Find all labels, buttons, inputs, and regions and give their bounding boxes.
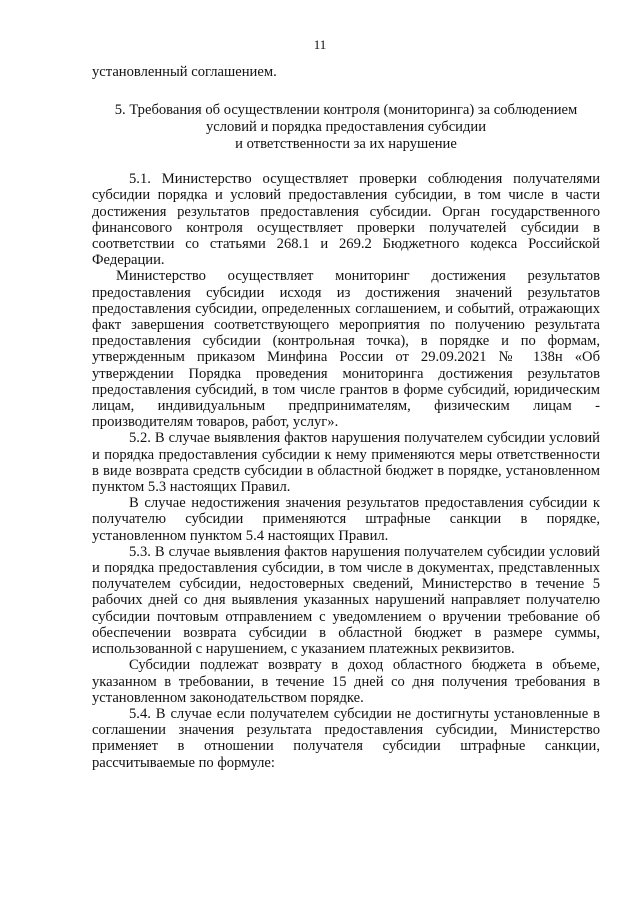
paragraph-monitoring: Министерство осуществляет мониторинг достижения результатов предоставления субсидии исходя из достижения значений результатов предоставления субсидии, определенных соглашением, и событий, отражающих факт завершения соответствующего мероприятия по получению результата предоставления субсидии (контрольная точка), в порядке и по формам, утвержденным приказом Минфина России от 29.09.2021 № 138н «Об утверждении Порядка проведения мониторинга достижения результатов предоставления субсидий, в том числе грантов в форме субсидий, юридическим лицам, индивидуальным предпринимателям, физическим лицам - производителям товаров, работ, услуг».: [92, 268, 600, 431]
page-number: 11: [313, 37, 327, 52]
paragraph-penalties-intro: В случае недостижения значения результатов предоставления субсидии к получателю субсидии применяются штрафные санкции в порядке, установленном пунктом 5.4 настоящих Правил.: [92, 495, 600, 544]
section-heading-line-1: 5. Требования об осуществлении контроля (мониторинга) за соблюдением: [114, 102, 578, 119]
paragraph-5-4: 5.4. В случае если получателем субсидии не достигнуты установленные в соглашении значения результата предоставления субсидии, Министерство применяет в отношении получателя субсидии штрафные санкции, рассчитываемые по формуле:: [92, 705, 600, 771]
paragraph-5-1: 5.1. Министерство осуществляет проверки соблюдения получателями субсидии порядка и условий предоставления субсидии, в том числе в части достижения результатов предоставления субсидии. Орган государственного финансового контроля осуществляет проверки получателей субсидии в соответствии со статьями 268.1 и 269.2 Бюджетного кодекса Российской Федерации.: [92, 171, 600, 269]
carryover-line: установленный соглашением.: [92, 64, 277, 80]
paragraph-refund: Субсидии подлежат возврату в доход областного бюджета в объеме, указанном в требовании, в течение 15 дней со дня получения требования в установленном законодательством порядке.: [92, 657, 600, 706]
section-heading: [92, 102, 600, 153]
section-heading-line-3: и ответственности за их нарушение: [235, 136, 457, 153]
section-heading-line-2: условий и порядка предоставления субсидии: [205, 119, 487, 136]
paragraph-5-3: 5.3. В случае выявления фактов нарушения получателем субсидии условий и порядка предоставления субсидии, в том числе в документах, представленных получателем субсидии, недостоверных сведений, Министерство в течение 5 рабочих дней со дня выявления указанных нарушений направляет получателю субсидии почтовым отправлением с уведомлением о вручении требование об обеспечении возврата субсидии в областной бюджет в размере суммы, использованной с нарушением, с указанием платежных реквизитов.: [92, 543, 600, 658]
paragraph-5-2: 5.2. В случае выявления фактов нарушения получателем субсидии условий и порядка предоставления субсидии к нему применяются меры ответственности в виде возврата средств субсидии в областной бюджет в порядке, установленном пунктом 5.3 настоящих Правил.: [92, 430, 600, 496]
document-body: [92, 64, 600, 771]
